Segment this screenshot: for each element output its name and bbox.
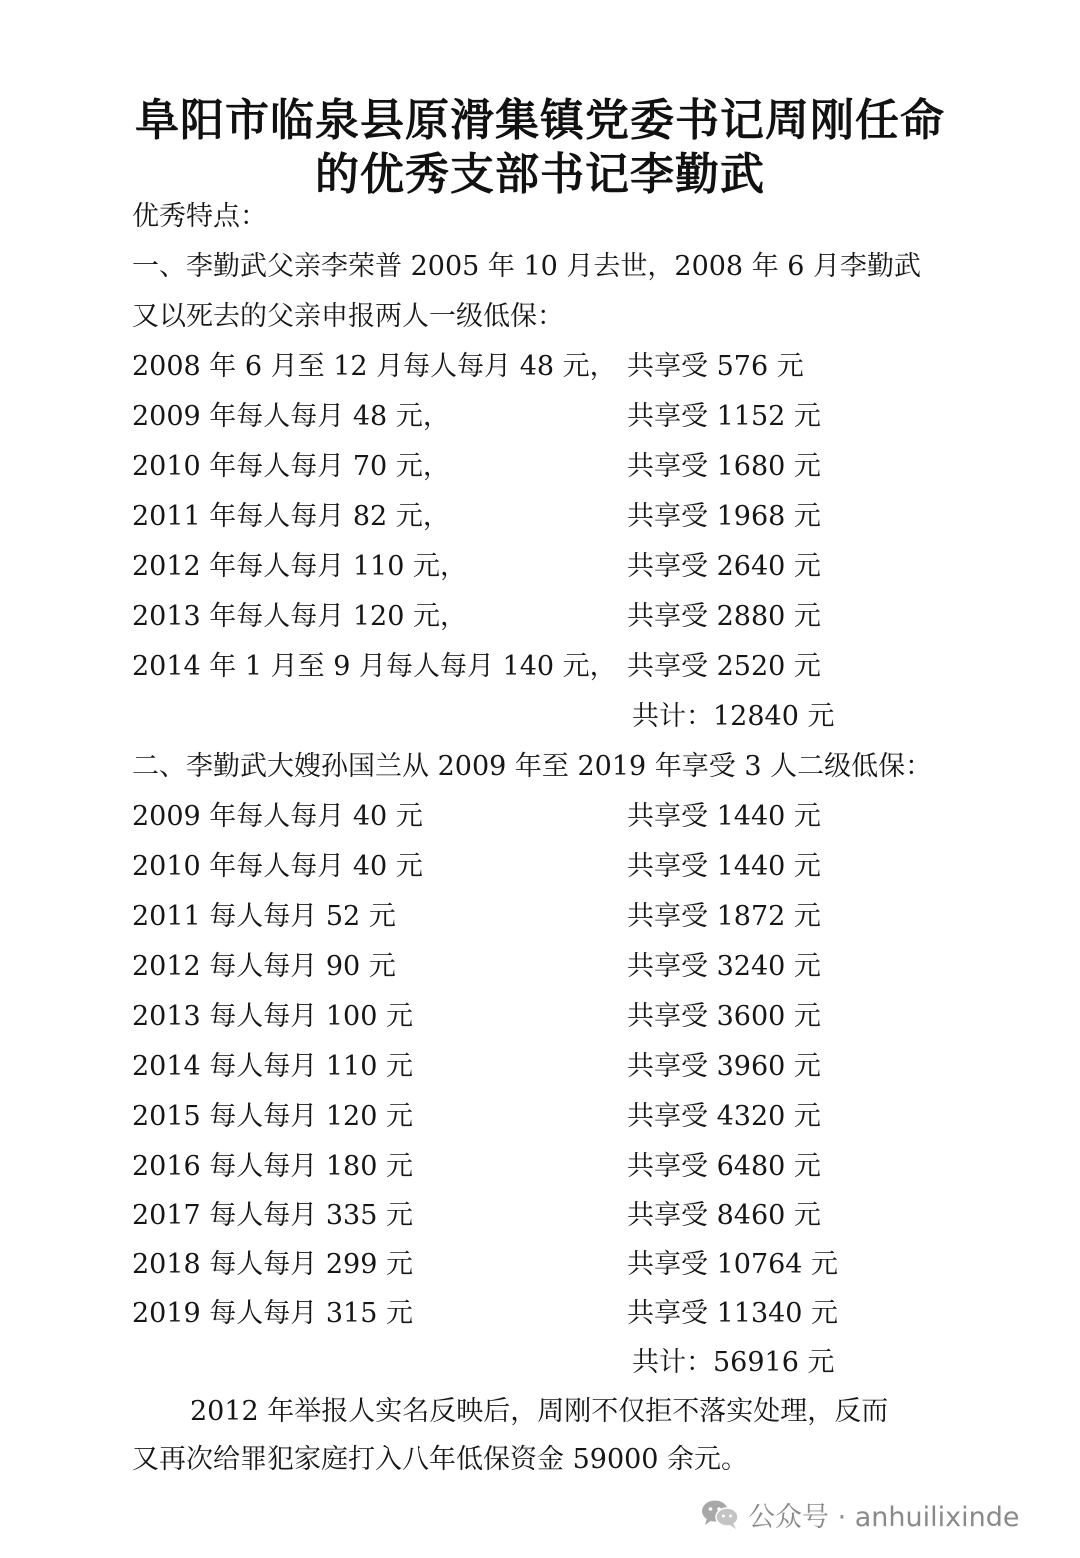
table-row: [132, 1247, 932, 1283]
row-amount: 共享受 2520 元: [627, 651, 821, 682]
row-description: 2012 每人每月 90 元: [132, 951, 396, 982]
row-amount: 共享受 3960 元: [627, 1051, 821, 1082]
table-row: [132, 1149, 932, 1185]
row-description: 2014 每人每月 110 元: [132, 1051, 413, 1082]
section1-total: 共计：12840 元: [632, 701, 835, 732]
row-description: 2013 每人每月 100 元: [132, 1001, 413, 1032]
row-description: 2019 每人每月 315 元: [132, 1298, 413, 1329]
table-row: [132, 999, 932, 1035]
row-description: 2010 年每人每月 40 元: [132, 851, 423, 882]
row-amount: 共享受 6480 元: [627, 1151, 821, 1182]
closing-line-2: 又再次给罪犯家庭打入八年低保资金 59000 余元。: [132, 1444, 749, 1475]
section2-intro: 二、李勤武大嫂孙国兰从 2009 年至 2019 年享受 3 人二级低保：: [132, 751, 933, 782]
table-row: [132, 1296, 932, 1332]
table-row: [132, 599, 932, 635]
watermark-text: 公众号 · anhuilixinde: [748, 1501, 1020, 1533]
row-description: 2017 每人每月 335 元: [132, 1200, 413, 1231]
row-description: 2012 年每人每月 110 元，: [132, 551, 467, 582]
row-amount: 共享受 576 元: [627, 351, 804, 382]
row-amount: 共享受 1968 元: [627, 501, 821, 532]
table-row: [132, 349, 932, 385]
table-row: [132, 649, 932, 685]
row-description: 2015 每人每月 120 元: [132, 1101, 413, 1132]
row-description: 2014 年 1 月至 9 月每人每月 140 元，: [132, 651, 617, 682]
section2-total: 共计：56916 元: [632, 1347, 835, 1378]
document-title-line-2: 的优秀支部书记李勤武: [315, 149, 765, 200]
table-row: [132, 1198, 932, 1234]
table-row: [132, 549, 932, 585]
row-amount: 共享受 1440 元: [627, 801, 821, 832]
table-row: [132, 799, 932, 835]
row-amount: 共享受 8460 元: [627, 1200, 821, 1231]
row-description: 2011 每人每月 52 元: [132, 901, 396, 932]
table-row: [132, 449, 932, 485]
row-amount: 共享受 10764 元: [627, 1249, 839, 1280]
row-amount: 共享受 1440 元: [627, 851, 821, 882]
row-description: 2008 年 6 月至 12 月每人每月 48 元，: [132, 351, 617, 382]
section1-intro-line-1: 一、李勤武父亲李荣普 2005 年 10 月去世，2008 年 6 月李勤武: [132, 251, 922, 282]
row-amount: 共享受 3600 元: [627, 1001, 821, 1032]
table-row: [132, 499, 932, 535]
section1-intro-line-2: 又以死去的父亲申报两人一级低保：: [132, 301, 564, 332]
row-description: 2009 年每人每月 48 元，: [132, 401, 450, 432]
table-row: [132, 849, 932, 885]
row-amount: 共享受 4320 元: [627, 1101, 821, 1132]
row-amount: 共享受 11340 元: [627, 1298, 839, 1329]
row-description: 2011 年每人每月 82 元，: [132, 501, 450, 532]
row-amount: 共享受 1152 元: [627, 401, 821, 432]
wechat-icon: [700, 1498, 740, 1530]
closing-line-1: 2012 年举报人实名反映后，周刚不仅拒不落实处理，反而: [190, 1396, 889, 1427]
table-row: [132, 399, 932, 435]
row-amount: 共享受 1680 元: [627, 451, 821, 482]
watermark: [700, 1494, 1019, 1534]
row-description: 2009 年每人每月 40 元: [132, 801, 423, 832]
document-title-line-1: 阜阳市临泉县原滑集镇党委书记周刚任命: [135, 95, 945, 146]
row-description: 2016 每人每月 180 元: [132, 1151, 413, 1182]
table-row: [132, 899, 932, 935]
row-description: 2013 年每人每月 120 元，: [132, 601, 467, 632]
table-row: [132, 1049, 932, 1085]
table-row: [132, 949, 932, 985]
row-amount: 共享受 2640 元: [627, 551, 821, 582]
row-amount: 共享受 3240 元: [627, 951, 821, 982]
section-heading: 优秀特点：: [132, 201, 267, 232]
row-description: 2018 每人每月 299 元: [132, 1249, 413, 1280]
row-amount: 共享受 1872 元: [627, 901, 821, 932]
row-description: 2010 年每人每月 70 元，: [132, 451, 450, 482]
table-row: [132, 1099, 932, 1135]
row-amount: 共享受 2880 元: [627, 601, 821, 632]
